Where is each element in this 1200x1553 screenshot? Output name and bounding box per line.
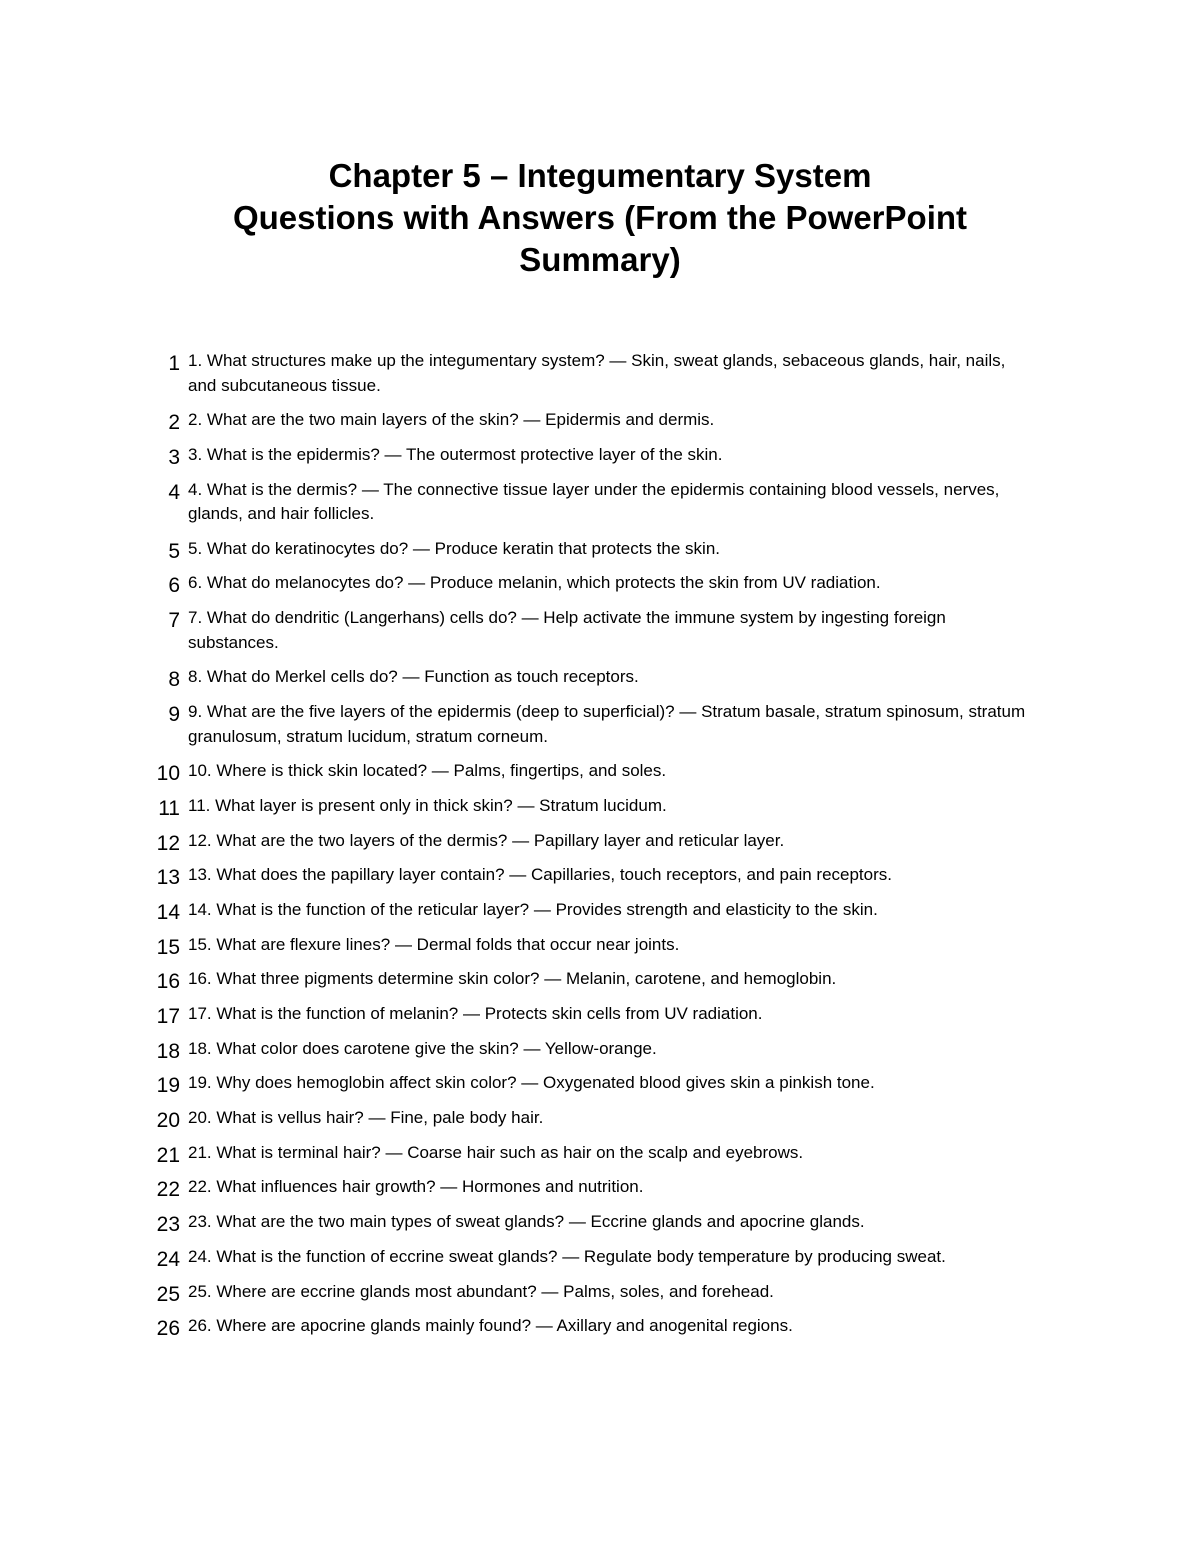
line-number: 10 — [156, 762, 180, 786]
question-text: 13. What does the papillary layer contain? — Capillaries, touch receptors, and pain receptors. — [188, 865, 892, 885]
question-text: 11. What layer is present only in thick skin? — Stratum lucidum. — [188, 795, 667, 815]
question-item — [0, 1002, 1200, 1027]
question-text: 9. What are the five layers of the epidermis (deep to superficial)? — Stratum basale, stratum spinosum, stratum granulosum, stratum lucidum, stratum corneum. — [188, 702, 1026, 746]
line-number: 5 — [168, 539, 180, 563]
question-text: 16. What three pigments determine skin color? — Melanin, carotene, and hemoglobin. — [188, 969, 837, 989]
question-text: 12. What are the two layers of the dermis? — Papillary layer and reticular layer. — [188, 830, 785, 850]
document-title — [150, 155, 1050, 281]
question-item — [0, 349, 1200, 398]
question-item — [0, 1106, 1200, 1131]
question-text: 18. What color does carotene give the skin? — Yellow-orange. — [188, 1038, 657, 1058]
question-item — [0, 829, 1200, 854]
question-text: 1. What structures make up the integumentary system? — Skin, sweat glands, sebaceous glands, hair, nails, and subcutaneous tissue. — [188, 351, 1006, 395]
question-item — [0, 1280, 1200, 1305]
question-item — [0, 1175, 1200, 1200]
line-number: 1 — [168, 352, 180, 375]
line-number: 13 — [156, 866, 180, 890]
title-line: Summary) — [519, 241, 681, 278]
question-text: 23. What are the two main types of sweat glands? — Eccrine glands and apocrine glands. — [188, 1212, 865, 1232]
question-text: 6. What do melanocytes do? — Produce melanin, which protects the skin from UV radiation. — [188, 573, 881, 593]
question-text: 7. What do dendritic (Langerhans) cells do? — Help activate the immune system by ingesting foreign substances. — [188, 608, 946, 652]
line-number: 8 — [168, 668, 180, 692]
question-item — [0, 1037, 1200, 1062]
question-text: 2. What are the two main layers of the skin? — Epidermis and dermis. — [188, 410, 715, 430]
question-text: 24. What is the function of eccrine sweat glands? — Regulate body temperature by producing sweat. — [188, 1246, 946, 1266]
line-number: 12 — [156, 831, 180, 855]
title-line: Questions with Answers (From the PowerPoint — [232, 199, 968, 236]
question-item — [0, 1071, 1200, 1096]
question-text: 14. What is the function of the reticular layer? — Provides strength and elasticity to the skin. — [188, 899, 878, 919]
question-item — [0, 759, 1200, 784]
line-number: 21 — [156, 1143, 180, 1167]
line-number: 2 — [168, 411, 180, 435]
question-item — [0, 700, 1200, 749]
question-item — [0, 863, 1200, 888]
question-item — [0, 665, 1200, 690]
line-number: 17 — [156, 1005, 180, 1028]
question-item — [0, 794, 1200, 819]
line-number: 3 — [168, 445, 180, 469]
question-item — [0, 1210, 1200, 1235]
line-number: 26 — [156, 1317, 180, 1341]
question-item — [0, 898, 1200, 923]
line-number: 18 — [156, 1039, 180, 1063]
question-text: 5. What do keratinocytes do? — Produce keratin that protects the skin. — [188, 538, 720, 558]
line-number: 16 — [156, 970, 180, 994]
question-item — [0, 478, 1200, 527]
line-number: 4 — [168, 480, 180, 504]
line-number: 20 — [156, 1109, 180, 1133]
question-text: 21. What is terminal hair? — Coarse hair such as hair on the scalp and eyebrows. — [188, 1142, 804, 1162]
question-item — [0, 606, 1200, 655]
question-item — [0, 967, 1200, 992]
line-number: 15 — [156, 935, 180, 959]
question-text: 15. What are flexure lines? — Dermal folds that occur near joints. — [188, 934, 680, 954]
question-text: 17. What is the function of melanin? — Protects skin cells from UV radiation. — [188, 1004, 763, 1023]
question-text: 22. What influences hair growth? — Hormones and nutrition. — [188, 1177, 644, 1197]
line-number: 25 — [156, 1282, 180, 1306]
line-number: 24 — [156, 1247, 180, 1271]
line-number: 7 — [168, 609, 180, 633]
line-number: 6 — [168, 574, 180, 598]
title-line: Chapter 5 – Integumentary System — [328, 157, 872, 194]
question-text: 4. What is the dermis? — The connective tissue layer under the epidermis containing blood vessels, nerves, glands, and hair follicles. — [188, 479, 1000, 524]
question-item — [0, 933, 1200, 958]
question-text: 25. Where are eccrine glands most abundant? — Palms, soles, and forehead. — [188, 1281, 774, 1301]
question-text: 10. Where is thick skin located? — Palms, fingertips, and soles. — [188, 761, 667, 781]
line-number: 9 — [168, 703, 180, 726]
question-list — [0, 349, 1200, 1349]
question-text: 3. What is the epidermis? — The outermost protective layer of the skin. — [188, 444, 723, 464]
question-item — [0, 443, 1200, 468]
line-number: 23 — [156, 1213, 180, 1237]
line-number: 14 — [156, 900, 180, 924]
question-text: 8. What do Merkel cells do? — Function as touch receptors. — [188, 667, 639, 687]
question-text: 19. Why does hemoglobin affect skin color? — Oxygenated blood gives skin a pinkish tone. — [188, 1073, 875, 1093]
question-item — [0, 537, 1200, 562]
question-text: 20. What is vellus hair? — Fine, pale body hair. — [188, 1108, 544, 1128]
question-item — [0, 1245, 1200, 1270]
question-item — [0, 1314, 1200, 1339]
question-item — [0, 571, 1200, 596]
question-item — [0, 408, 1200, 433]
question-item — [0, 1141, 1200, 1166]
line-number: 11 — [158, 796, 180, 820]
line-number: 19 — [156, 1074, 180, 1098]
question-text: 26. Where are apocrine glands mainly found? — Axillary and anogenital regions. — [188, 1316, 793, 1336]
line-number: 22 — [156, 1178, 180, 1202]
